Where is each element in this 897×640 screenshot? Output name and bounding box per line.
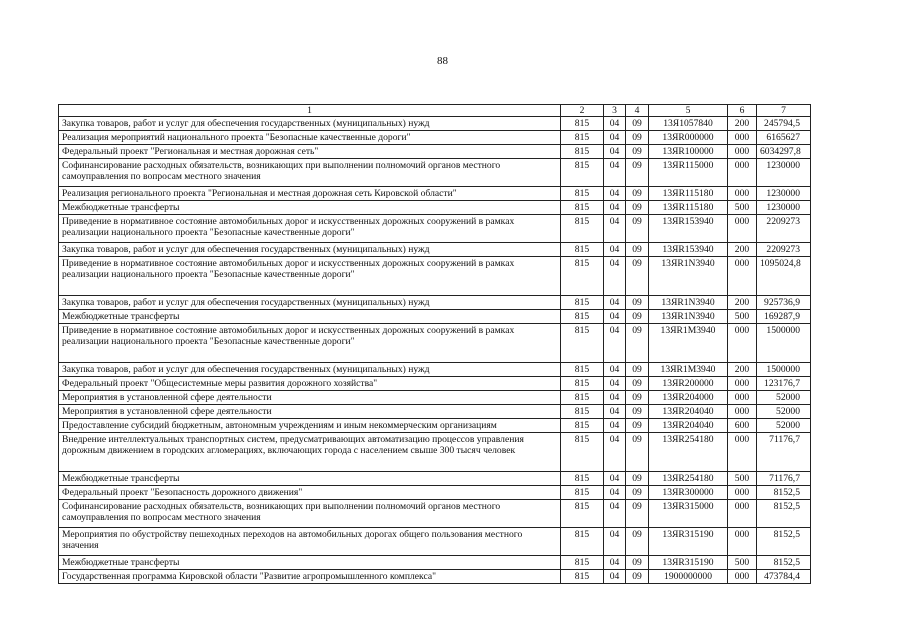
- section-code-cell: 04: [604, 243, 626, 257]
- expense-type-cell: 200: [728, 363, 757, 377]
- target-article-cell: 13ЯR315190: [649, 556, 728, 570]
- row-name-cell: Закупка товаров, работ и услуг для обеспечения государственных (муниципальных) нужд: [59, 243, 561, 257]
- section-code-cell: 04: [604, 472, 626, 486]
- chapter-code-cell: 815: [561, 243, 604, 257]
- row-name-cell: Федеральный проект "Общесистемные меры развития дорожного хозяйства": [59, 377, 561, 391]
- table-row: [59, 187, 811, 201]
- expense-type-cell: 600: [728, 419, 757, 433]
- subsection-code-cell: 09: [626, 159, 649, 187]
- amount-cell: 1500000: [757, 363, 811, 377]
- section-code-cell: 04: [604, 433, 626, 472]
- page-number: 88: [437, 55, 448, 67]
- section-code-cell: 04: [604, 486, 626, 500]
- amount-cell: 1500000: [757, 324, 811, 363]
- chapter-code-cell: 815: [561, 405, 604, 419]
- row-name-cell: Предоставление субсидий бюджетным, автономным учреждениям и иным некоммерческим организациям: [59, 419, 561, 433]
- section-code-cell: 04: [604, 187, 626, 201]
- subsection-code-cell: 09: [626, 391, 649, 405]
- subsection-code-cell: 09: [626, 419, 649, 433]
- expense-type-cell: 500: [728, 310, 757, 324]
- table-row: [59, 486, 811, 500]
- chapter-code-cell: 815: [561, 419, 604, 433]
- section-code-cell: 04: [604, 419, 626, 433]
- amount-cell: 473784,4: [757, 570, 811, 584]
- table-row: [59, 391, 811, 405]
- section-code-cell: 04: [604, 377, 626, 391]
- amount-cell: 8152,5: [757, 486, 811, 500]
- subsection-code-cell: 09: [626, 472, 649, 486]
- table-row: [59, 159, 811, 187]
- row-name-cell: Закупка товаров, работ и услуг для обеспечения государственных (муниципальных) нужд: [59, 117, 561, 131]
- subsection-code-cell: 09: [626, 296, 649, 310]
- row-name-cell: Государственная программа Кировской области "Развитие агропромышленного комплекса": [59, 570, 561, 584]
- section-code-cell: 04: [604, 405, 626, 419]
- target-article-cell: 13ЯR153940: [649, 215, 728, 243]
- table-row: [59, 310, 811, 324]
- subsection-code-cell: 09: [626, 405, 649, 419]
- row-name-cell: Мероприятия по обустройству пешеходных переходов на автомобильных дорогах общего пользования местного значения: [59, 528, 561, 556]
- expense-type-cell: 000: [728, 159, 757, 187]
- expense-type-cell: 000: [728, 486, 757, 500]
- amount-cell: 1230000: [757, 187, 811, 201]
- row-name-cell: Межбюджетные трансферты: [59, 556, 561, 570]
- chapter-code-cell: 815: [561, 570, 604, 584]
- target-article-cell: 13ЯR1N3940: [649, 296, 728, 310]
- header-cell: 3: [604, 105, 626, 117]
- amount-cell: 1095024,8: [757, 257, 811, 296]
- target-article-cell: 13ЯR315190: [649, 528, 728, 556]
- expense-type-cell: 500: [728, 472, 757, 486]
- table-row: [59, 296, 811, 310]
- chapter-code-cell: 815: [561, 131, 604, 145]
- amount-cell: 1230000: [757, 201, 811, 215]
- chapter-code-cell: 815: [561, 433, 604, 472]
- expense-type-cell: 000: [728, 433, 757, 472]
- table-row: [59, 570, 811, 584]
- target-article-cell: 13ЯR315000: [649, 500, 728, 528]
- expense-type-cell: 000: [728, 500, 757, 528]
- amount-cell: 52000: [757, 419, 811, 433]
- table-row: [59, 405, 811, 419]
- target-article-cell: 13ЯR300000: [649, 486, 728, 500]
- header-cell: 2: [561, 105, 604, 117]
- chapter-code-cell: 815: [561, 215, 604, 243]
- chapter-code-cell: 815: [561, 324, 604, 363]
- subsection-code-cell: 09: [626, 131, 649, 145]
- expense-type-cell: 000: [728, 257, 757, 296]
- amount-cell: 123176,7: [757, 377, 811, 391]
- row-name-cell: Федеральный проект "Безопасность дорожного движения": [59, 486, 561, 500]
- section-code-cell: 04: [604, 528, 626, 556]
- chapter-code-cell: 815: [561, 201, 604, 215]
- row-name-cell: Межбюджетные трансферты: [59, 201, 561, 215]
- table-row: [59, 243, 811, 257]
- header-cell: 7: [757, 105, 811, 117]
- section-code-cell: 04: [604, 159, 626, 187]
- amount-cell: 52000: [757, 391, 811, 405]
- row-name-cell: Приведение в нормативное состояние автомобильных дорог и искусственных дорожных сооружений в рамках реализации национального проекта "Безопасные качественные дороги": [59, 324, 561, 363]
- expense-type-cell: 000: [728, 187, 757, 201]
- table-row: [59, 324, 811, 363]
- chapter-code-cell: 815: [561, 257, 604, 296]
- subsection-code-cell: 09: [626, 556, 649, 570]
- target-article-cell: 13ЯR204000: [649, 391, 728, 405]
- section-code-cell: 04: [604, 391, 626, 405]
- amount-cell: 245794,5: [757, 117, 811, 131]
- amount-cell: 925736,9: [757, 296, 811, 310]
- subsection-code-cell: 09: [626, 201, 649, 215]
- chapter-code-cell: 815: [561, 159, 604, 187]
- section-code-cell: 04: [604, 117, 626, 131]
- budget-table: [58, 104, 811, 584]
- row-name-cell: Межбюджетные трансферты: [59, 310, 561, 324]
- row-name-cell: Федеральный проект "Региональная и местная дорожная сеть": [59, 145, 561, 159]
- amount-cell: 8152,5: [757, 556, 811, 570]
- subsection-code-cell: 09: [626, 117, 649, 131]
- amount-cell: 6034297,8: [757, 145, 811, 159]
- header-cell: 4: [626, 105, 649, 117]
- expense-type-cell: 000: [728, 131, 757, 145]
- chapter-code-cell: 815: [561, 528, 604, 556]
- subsection-code-cell: 09: [626, 500, 649, 528]
- table-row: [59, 528, 811, 556]
- section-code-cell: 04: [604, 215, 626, 243]
- amount-cell: 8152,5: [757, 528, 811, 556]
- target-article-cell: 1900000000: [649, 570, 728, 584]
- row-name-cell: Закупка товаров, работ и услуг для обеспечения государственных (муниципальных) нужд: [59, 296, 561, 310]
- expense-type-cell: 000: [728, 324, 757, 363]
- amount-cell: 169287,9: [757, 310, 811, 324]
- table-row: [59, 131, 811, 145]
- subsection-code-cell: 09: [626, 363, 649, 377]
- target-article-cell: 13ЯR100000: [649, 145, 728, 159]
- row-name-cell: Приведение в нормативное состояние автомобильных дорог и искусственных дорожных сооружений в рамках реализации национального проекта "Безопасные качественные дороги": [59, 257, 561, 296]
- chapter-code-cell: 815: [561, 556, 604, 570]
- expense-type-cell: 000: [728, 570, 757, 584]
- amount-cell: 71176,7: [757, 472, 811, 486]
- subsection-code-cell: 09: [626, 215, 649, 243]
- row-name-cell: Мероприятия в установленной сфере деятельности: [59, 405, 561, 419]
- target-article-cell: 13Я1057840: [649, 117, 728, 131]
- row-name-cell: Софинансирование расходных обязательств, возникающих при выполнении полномочий органов местного самоуправления по вопросам местного значения: [59, 500, 561, 528]
- expense-type-cell: 000: [728, 377, 757, 391]
- target-article-cell: 13ЯR1M3940: [649, 363, 728, 377]
- table-header-row: [59, 105, 811, 117]
- row-name-cell: Внедрение интеллектуальных транспортных систем, предусматривающих автоматизацию процессов управления дорожным движением в городских агломерациях, включающих города с населением свыше 300 тысяч человек: [59, 433, 561, 472]
- expense-type-cell: 500: [728, 556, 757, 570]
- amount-cell: 2209273: [757, 215, 811, 243]
- target-article-cell: 13ЯR115180: [649, 187, 728, 201]
- chapter-code-cell: 815: [561, 187, 604, 201]
- section-code-cell: 04: [604, 500, 626, 528]
- amount-cell: 8152,5: [757, 500, 811, 528]
- table-row: [59, 257, 811, 296]
- chapter-code-cell: 815: [561, 486, 604, 500]
- target-article-cell: 13ЯR1M3940: [649, 324, 728, 363]
- section-code-cell: 04: [604, 257, 626, 296]
- section-code-cell: 04: [604, 310, 626, 324]
- section-code-cell: 04: [604, 324, 626, 363]
- target-article-cell: 13ЯR204040: [649, 405, 728, 419]
- subsection-code-cell: 09: [626, 486, 649, 500]
- chapter-code-cell: 815: [561, 117, 604, 131]
- header-cell: 5: [649, 105, 728, 117]
- target-article-cell: 13ЯR153940: [649, 243, 728, 257]
- target-article-cell: 13ЯR000000: [649, 131, 728, 145]
- amount-cell: 6165627: [757, 131, 811, 145]
- row-name-cell: Межбюджетные трансферты: [59, 472, 561, 486]
- amount-cell: 52000: [757, 405, 811, 419]
- table-row: [59, 556, 811, 570]
- chapter-code-cell: 815: [561, 310, 604, 324]
- expense-type-cell: 500: [728, 201, 757, 215]
- section-code-cell: 04: [604, 570, 626, 584]
- chapter-code-cell: 815: [561, 391, 604, 405]
- row-name-cell: Реализация мероприятий национального проекта "Безопасные качественные дороги": [59, 131, 561, 145]
- subsection-code-cell: 09: [626, 570, 649, 584]
- expense-type-cell: 000: [728, 528, 757, 556]
- chapter-code-cell: 815: [561, 500, 604, 528]
- expense-type-cell: 000: [728, 145, 757, 159]
- row-name-cell: Реализация регионального проекта "Региональная и местная дорожная сеть Кировской области": [59, 187, 561, 201]
- chapter-code-cell: 815: [561, 145, 604, 159]
- section-code-cell: 04: [604, 131, 626, 145]
- table-row: [59, 363, 811, 377]
- subsection-code-cell: 09: [626, 187, 649, 201]
- subsection-code-cell: 09: [626, 310, 649, 324]
- section-code-cell: 04: [604, 145, 626, 159]
- subsection-code-cell: 09: [626, 528, 649, 556]
- row-name-cell: Приведение в нормативное состояние автомобильных дорог и искусственных дорожных сооружений в рамках реализации национального проекта "Безопасные качественные дороги": [59, 215, 561, 243]
- subsection-code-cell: 09: [626, 433, 649, 472]
- table-row: [59, 419, 811, 433]
- table-row: [59, 117, 811, 131]
- expense-type-cell: 000: [728, 391, 757, 405]
- section-code-cell: 04: [604, 363, 626, 377]
- table-row: [59, 145, 811, 159]
- expense-type-cell: 200: [728, 243, 757, 257]
- expense-type-cell: 000: [728, 215, 757, 243]
- amount-cell: 2209273: [757, 243, 811, 257]
- subsection-code-cell: 09: [626, 243, 649, 257]
- subsection-code-cell: 09: [626, 257, 649, 296]
- target-article-cell: 13ЯR115180: [649, 201, 728, 215]
- table-row: [59, 377, 811, 391]
- expense-type-cell: 200: [728, 117, 757, 131]
- row-name-cell: Закупка товаров, работ и услуг для обеспечения государственных (муниципальных) нужд: [59, 363, 561, 377]
- chapter-code-cell: 815: [561, 377, 604, 391]
- subsection-code-cell: 09: [626, 324, 649, 363]
- target-article-cell: 13ЯR254180: [649, 433, 728, 472]
- table-row: [59, 215, 811, 243]
- expense-type-cell: 000: [728, 405, 757, 419]
- target-article-cell: 13ЯR1N3940: [649, 257, 728, 296]
- header-cell: 1: [59, 105, 561, 117]
- target-article-cell: 13ЯR115000: [649, 159, 728, 187]
- row-name-cell: Мероприятия в установленной сфере деятельности: [59, 391, 561, 405]
- target-article-cell: 13ЯR200000: [649, 377, 728, 391]
- target-article-cell: 13ЯR204040: [649, 419, 728, 433]
- table-row: [59, 500, 811, 528]
- target-article-cell: 13ЯR1N3940: [649, 310, 728, 324]
- target-article-cell: 13ЯR254180: [649, 472, 728, 486]
- chapter-code-cell: 815: [561, 296, 604, 310]
- amount-cell: 71176,7: [757, 433, 811, 472]
- table-row: [59, 201, 811, 215]
- subsection-code-cell: 09: [626, 145, 649, 159]
- chapter-code-cell: 815: [561, 472, 604, 486]
- section-code-cell: 04: [604, 201, 626, 215]
- chapter-code-cell: 815: [561, 363, 604, 377]
- table-row: [59, 433, 811, 472]
- subsection-code-cell: 09: [626, 377, 649, 391]
- row-name-cell: Софинансирование расходных обязательств, возникающих при выполнении полномочий органов местного самоуправления по вопросам местного значения: [59, 159, 561, 187]
- expense-type-cell: 200: [728, 296, 757, 310]
- amount-cell: 1230000: [757, 159, 811, 187]
- section-code-cell: 04: [604, 556, 626, 570]
- header-cell: 6: [728, 105, 757, 117]
- table-row: [59, 472, 811, 486]
- section-code-cell: 04: [604, 296, 626, 310]
